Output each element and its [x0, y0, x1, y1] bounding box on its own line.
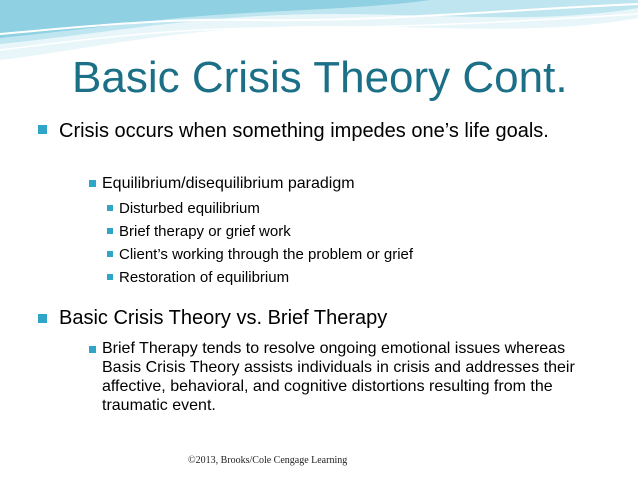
- bullet-crisis-occurs: Crisis occurs when something impedes one’s life goals.: [59, 120, 549, 142]
- bullet-square-icon: [89, 180, 96, 187]
- bullet-square-icon: [107, 274, 113, 280]
- bullet-clients-working: Client’s working through the problem or grief: [119, 246, 414, 263]
- bullet-disturbed-equilibrium: Disturbed equilibrium: [119, 200, 260, 217]
- bullet-square-icon: [107, 205, 113, 211]
- bullet-square-icon: [107, 228, 113, 234]
- bullet-basic-vs-brief: Basic Crisis Theory vs. Brief Therapy: [59, 307, 388, 329]
- slide-title: Basic Crisis Theory Cont.: [72, 53, 568, 102]
- bullet-restoration: Restoration of equilibrium: [119, 269, 290, 286]
- bullet-equilibrium-paradigm: Equilibrium/disequilibrium paradigm: [102, 175, 355, 192]
- bullet-square-icon: [107, 251, 113, 257]
- bullet-square-icon: [38, 314, 47, 323]
- bullet-brief-therapy: Brief therapy or grief work: [119, 223, 291, 240]
- copyright-footer: ©2013, Brooks/Cole Cengage Learning: [188, 455, 348, 466]
- bullet-square-icon: [38, 125, 47, 134]
- bullet-square-icon: [89, 346, 96, 353]
- bullet-brief-therapy-paragraph: Brief Therapy tends to resolve ongoing emotional issues whereas Basis Crisis Theory assists individuals in crisis and addresses their affective, behavioral, and cognitive distortions resulting from the traumatic event.: [102, 340, 575, 414]
